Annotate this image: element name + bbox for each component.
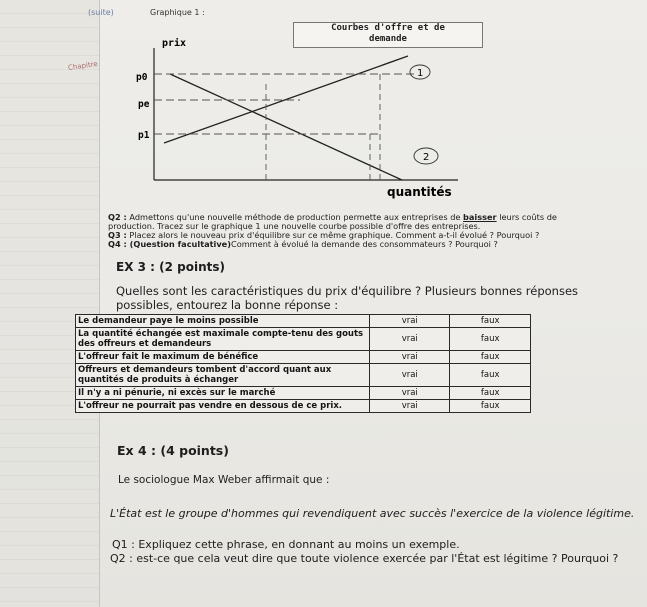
y-axis-label: prix <box>162 38 187 49</box>
answer-faux[interactable]: faux <box>450 315 531 328</box>
tick-pe: pe <box>138 99 150 110</box>
margin-rule <box>99 0 100 607</box>
q3-text: Placez alors le nouveau prix d'équilibre sur ce même graphique. Comment a-t-il évolué ? Pourquoi ? <box>129 230 540 240</box>
ex4-q2: Q2 : est-ce que cela veut dire que toute violence exercée par l'État est légitime ? Pourquoi ? <box>110 552 619 565</box>
answer-vrai[interactable]: vrai <box>370 364 450 387</box>
tick-p0: p0 <box>136 72 148 83</box>
table-row <box>76 328 531 351</box>
ex4-q1: Q1 : Expliquez cette phrase, en donnant au moins un exemple. <box>112 538 460 551</box>
x-axis-label: quantités <box>387 185 452 199</box>
answer-faux[interactable]: faux <box>450 328 531 351</box>
table-row <box>76 400 531 413</box>
q2-label: Q2 : <box>108 212 127 222</box>
demand-curve <box>170 74 402 180</box>
margin-note-side: Chapitre <box>67 59 99 73</box>
answer-vrai[interactable]: vrai <box>370 315 450 328</box>
tick-p1: p1 <box>138 130 150 141</box>
answer-faux[interactable]: faux <box>450 387 531 400</box>
q2-emphasis: baisser <box>463 212 497 222</box>
answer-vrai[interactable]: vrai <box>370 328 450 351</box>
legend-line-2: demande <box>369 34 407 44</box>
answer-faux[interactable]: faux <box>450 400 531 413</box>
row-statement: Offreurs et demandeurs tombent d'accord quant aux quantités de produits à échanger <box>76 364 370 387</box>
graph-legend-box <box>293 22 483 48</box>
legend-line-1: Courbes d'offre et de <box>331 23 445 33</box>
answer-vrai[interactable]: vrai <box>370 351 450 364</box>
q3-label: Q3 : <box>108 230 127 240</box>
q2-text-before: Admettons qu'une nouvelle méthode de production permette aux entreprises de <box>129 212 461 222</box>
row-statement: L'offreur fait le maximum de bénéfice <box>76 351 370 364</box>
answer-vrai[interactable]: vrai <box>370 400 450 413</box>
ex4-title: Ex 4 : (4 points) <box>117 443 229 458</box>
row-statement: Il n'y a ni pénurie, ni excès sur le marché <box>76 387 370 400</box>
answer-faux[interactable]: faux <box>450 364 531 387</box>
ex3-question-line-2: possibles, entourez la bonne réponse : <box>116 298 339 312</box>
true-false-table <box>75 314 531 413</box>
table-row <box>76 315 531 328</box>
supply-curve <box>164 56 408 143</box>
margin-note-top: (suite) <box>88 8 114 17</box>
lined-margin <box>0 0 100 607</box>
ex3-question-line-1: Quelles sont les caractéristiques du prix d'équilibre ? Plusieurs bonnes réponses <box>116 284 579 298</box>
curve-marker-2: 2 <box>423 152 430 163</box>
weber-quote: L'État est le groupe d'hommes qui revendiquent avec succès l'exercice de la violence légitime. <box>110 507 635 520</box>
ex3-title: EX 3 : (2 points) <box>116 260 225 274</box>
q4-text: Comment à évolué la demande des consommateurs ? Pourquoi ? <box>230 239 498 249</box>
q4-label: Q4 : (Question facultative) <box>108 239 231 249</box>
curve-marker-1: 1 <box>417 68 424 79</box>
ex4-intro: Le sociologue Max Weber affirmait que : <box>118 474 330 486</box>
row-statement: L'offreur ne pourrait pas vendre en dessous de ce prix. <box>76 400 370 413</box>
answer-vrai[interactable]: vrai <box>370 387 450 400</box>
table-row <box>76 364 531 387</box>
q2-line-2: production. Tracez sur le graphique 1 une nouvelle courbe possible d'offre des entreprises. <box>108 221 481 231</box>
table-row <box>76 351 531 364</box>
row-statement: La quantité échangée est maximale compte-tenu des gouts des offreurs et demandeurs <box>76 328 370 351</box>
answer-faux[interactable]: faux <box>450 351 531 364</box>
q2-text-after: leurs coûts de <box>499 212 557 222</box>
graph-label: Graphique 1 : <box>150 8 205 17</box>
q4-line <box>108 239 498 249</box>
table-row <box>76 387 531 400</box>
row-statement: Le demandeur paye le moins possible <box>76 315 370 328</box>
